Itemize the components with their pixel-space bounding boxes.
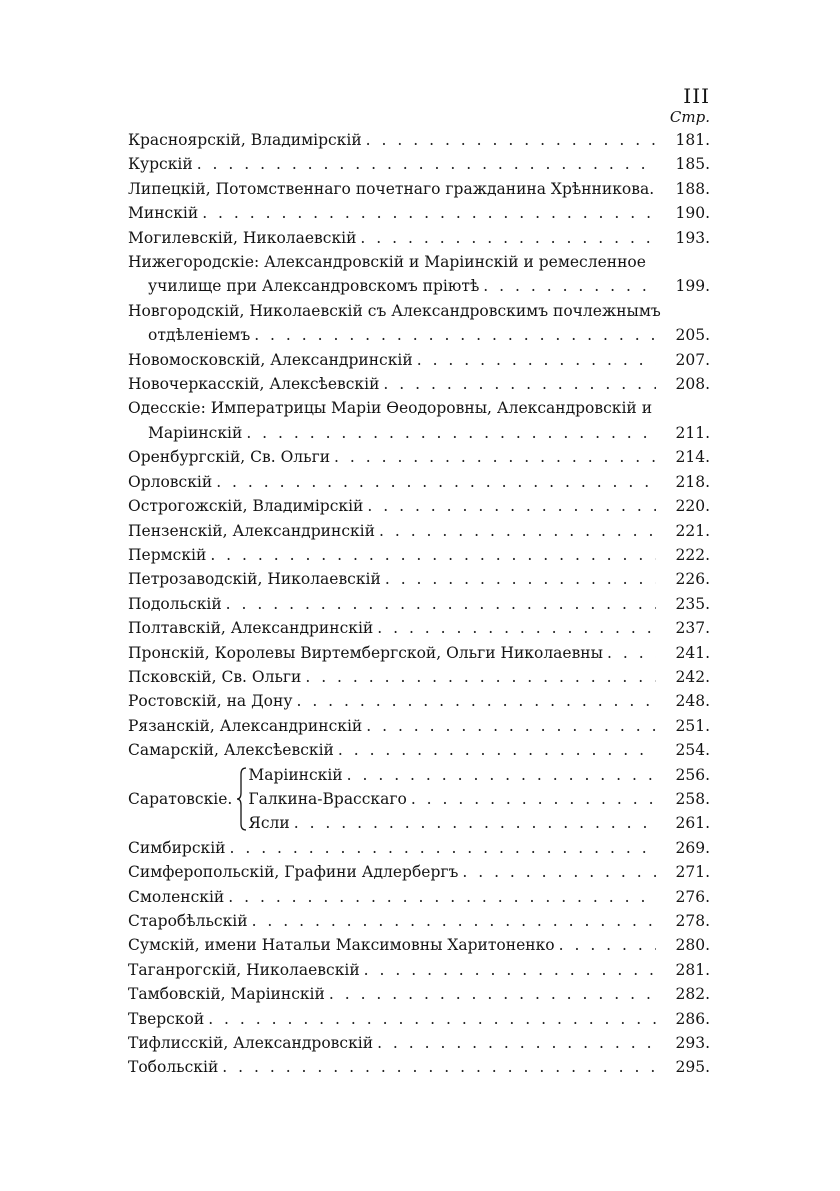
toc-entry-line <box>128 152 710 176</box>
toc-entry <box>128 1055 710 1079</box>
toc-entry-page: 281. <box>675 960 710 979</box>
dot-leader <box>407 787 656 811</box>
toc-entry <box>128 836 710 860</box>
toc-entry <box>128 958 710 982</box>
saratov-item-title: Ясли <box>248 814 290 833</box>
toc-entry <box>128 689 710 713</box>
toc-entry-title: Острогожскій, Владимірскій <box>128 497 364 516</box>
dot-leader <box>212 470 656 494</box>
toc-entry-line <box>128 738 710 762</box>
toc-entry-line <box>128 348 710 372</box>
dot-leader <box>363 494 656 518</box>
toc-entry-page: 293. <box>675 1034 710 1053</box>
toc-entry-title: Подольскій <box>128 594 222 613</box>
toc-entry <box>128 885 710 909</box>
dot-leader <box>193 152 656 176</box>
toc-entry-line <box>128 1031 710 1055</box>
toc-entry-line <box>128 885 710 909</box>
dot-leader <box>218 1055 656 1079</box>
toc-entry-line <box>128 909 710 933</box>
toc-entry-line <box>128 616 710 640</box>
dot-leader <box>206 543 656 567</box>
toc-entry-page: 271. <box>675 863 710 882</box>
toc-entry-line <box>128 665 710 689</box>
toc-entry-line <box>128 982 710 1006</box>
toc-entry-page: 207. <box>675 350 710 369</box>
toc-entry-title: Сумскій, имени Натальи Максимовны Харитоненко <box>128 936 555 955</box>
toc-entry-page: 276. <box>675 887 710 906</box>
toc-entry-page: 193. <box>675 228 710 247</box>
saratov-group-label: Саратовскіе. <box>128 789 233 808</box>
toc-entry-first-line <box>128 396 710 420</box>
toc-entry-title: Красноярскій, Владимірскій <box>128 131 362 149</box>
toc-entry-title: Рязанскій, Александринскій <box>128 716 363 735</box>
toc-entries-after <box>128 836 710 1080</box>
dot-leader <box>603 641 656 665</box>
toc-entry-line <box>128 860 710 884</box>
toc-entry-title: Оренбургскій, Св. Ольги <box>128 448 331 467</box>
toc-entry-page: 208. <box>675 375 710 394</box>
toc-entry <box>128 470 710 494</box>
dot-leader <box>292 689 656 713</box>
dot-leader <box>362 128 656 152</box>
toc-entry-page: 218. <box>675 472 710 491</box>
toc-entry-title: Симферопольскій, Графини Адлербергъ <box>128 863 459 882</box>
toc-entry-page: 286. <box>675 1009 710 1028</box>
toc-entry-line <box>128 567 710 591</box>
toc-entry <box>128 1007 710 1031</box>
dot-leader <box>381 567 656 591</box>
toc-entry-page: 181. <box>675 131 710 149</box>
dot-leader <box>198 201 656 225</box>
dot-leader <box>356 226 656 250</box>
toc-entry-title: Орловскій <box>128 472 213 491</box>
toc-entry-title-continuation: училище при Александровскомъ пріютѣ <box>148 277 480 296</box>
toc-entry-title: Самарскій, Алексѣевскій <box>128 741 334 760</box>
toc-entry-page: 205. <box>675 326 710 345</box>
toc-entry <box>128 592 710 616</box>
toc-entry-title: Курскій <box>128 155 193 174</box>
toc-entry-title: Псковскій, Св. Ольги <box>128 667 302 686</box>
toc-entry <box>128 177 710 201</box>
dot-leader <box>375 519 656 543</box>
dot-leader <box>479 274 656 298</box>
saratov-item <box>248 811 710 835</box>
toc-entry <box>128 567 710 591</box>
toc-entry <box>128 372 710 396</box>
toc-entry-line <box>128 128 710 152</box>
toc-entry-title-continuation: Маріинскій <box>148 423 243 442</box>
saratov-item-title: Маріинскій <box>248 765 343 784</box>
toc-entry-title: Липецкій, Потомственнаго почетнаго гражданина Хрѣнникова. <box>128 179 655 198</box>
toc-entry <box>128 445 710 469</box>
toc-entry <box>128 738 710 762</box>
toc-entry-page: 222. <box>675 545 710 564</box>
toc-entry-title: Тифлисскій, Александровскій <box>128 1034 374 1053</box>
toc-entry-line <box>128 226 710 250</box>
toc-entry-continuation <box>128 421 710 445</box>
toc-entry-line <box>128 714 710 738</box>
toc-entry-page: 280. <box>675 936 710 955</box>
dot-leader <box>343 763 656 787</box>
toc-entry-page: 211. <box>675 423 710 442</box>
toc-entry-continuation <box>128 274 710 298</box>
toc-entry <box>128 909 710 933</box>
toc-entry-page: 269. <box>675 838 710 857</box>
toc-entry-line <box>128 689 710 713</box>
toc-entry-title: Таганрогскій, Николаевскій <box>128 960 360 979</box>
toc-entry-title: Минскій <box>128 204 199 223</box>
toc-entry <box>128 152 710 176</box>
toc-entry-line <box>128 836 710 860</box>
toc-entry-title: Полтавскій, Александринскій <box>128 619 374 638</box>
toc-entry <box>128 860 710 884</box>
dot-leader <box>379 372 656 396</box>
toc-entry-title-continuation: отдѣленіемъ <box>148 326 251 345</box>
toc-entry <box>128 665 710 689</box>
dot-leader <box>555 933 656 957</box>
saratov-item-page: 261. <box>675 814 710 833</box>
toc-entry-line <box>128 519 710 543</box>
saratov-item-title: Галкина-Врасскаго <box>248 789 407 808</box>
toc-entry-line <box>128 641 710 665</box>
toc-entry-title: Ростовскій, на Дону <box>128 692 293 711</box>
toc-entry <box>128 201 710 225</box>
toc-entry-page: 295. <box>675 1058 710 1077</box>
toc-entry-title: Тверской <box>128 1009 205 1028</box>
page-column-header: Стр. <box>669 108 710 126</box>
curly-brace-icon <box>236 766 248 832</box>
toc-entry-title: Старобѣльскій <box>128 912 248 930</box>
toc-entry-title: Тамбовскій, Маріинскій <box>128 985 325 1004</box>
dot-leader <box>290 811 656 835</box>
toc-entry <box>128 519 710 543</box>
toc-entry-page: 214. <box>675 448 710 467</box>
toc-entry-line <box>128 933 710 957</box>
toc-entry <box>128 226 710 250</box>
toc-entry-page: 226. <box>675 570 710 589</box>
toc-entry <box>128 982 710 1006</box>
toc-entry <box>128 933 710 957</box>
saratov-group-items <box>248 763 710 836</box>
toc-entry-page: 241. <box>675 643 710 662</box>
toc-entry-title: Одесскіе: Императрицы Маріи Ѳеодоровны, Александровскій и <box>128 399 653 418</box>
toc-entry <box>128 128 710 152</box>
toc-entry <box>128 250 710 299</box>
saratov-item <box>248 763 710 787</box>
toc-entry-line <box>128 494 710 518</box>
dot-leader <box>226 836 657 860</box>
toc-entry-title: Новомосковскій, Александринскій <box>128 350 413 369</box>
toc-entry <box>128 641 710 665</box>
toc-entry-line <box>128 470 710 494</box>
toc-entry-title: Пермскій <box>128 545 207 564</box>
saratov-item-page: 256. <box>675 765 710 784</box>
dot-leader <box>204 1007 656 1031</box>
toc-entry-line <box>128 1007 710 1031</box>
toc-entry-title: Новочеркасскій, Алексѣевскій <box>128 375 380 394</box>
toc-entry-page: 248. <box>675 692 710 711</box>
toc-entry-line <box>128 201 710 225</box>
toc-entry-page: 199. <box>675 277 710 296</box>
toc-entry-page: 190. <box>675 204 710 223</box>
toc-entry-title: Симбирскій <box>128 838 226 857</box>
dot-leader <box>360 958 656 982</box>
toc-entry-page: 220. <box>675 497 710 516</box>
dot-leader <box>458 860 656 884</box>
toc-entry <box>128 714 710 738</box>
toc-entry <box>128 348 710 372</box>
toc-entry-title: Могилевскій, Николаевскій <box>128 228 357 247</box>
toc-entry-line <box>128 543 710 567</box>
toc-entry-first-line <box>128 250 710 274</box>
toc-entry-page: 188. <box>675 179 710 198</box>
toc-entry-page: 185. <box>675 155 710 174</box>
toc-entry-line <box>128 372 710 396</box>
dot-leader <box>222 592 656 616</box>
toc-entry-title: Тобольскій <box>128 1058 219 1077</box>
toc-entry-page: 237. <box>675 619 710 638</box>
toc-entry <box>128 299 710 348</box>
toc-entry <box>128 616 710 640</box>
toc-entry-page: 282. <box>675 985 710 1004</box>
toc-entry-title: Петрозаводскій, Николаевскій <box>128 570 381 589</box>
dot-leader <box>248 909 656 933</box>
page-number: III <box>683 84 710 108</box>
dot-leader <box>373 1031 656 1055</box>
dot-leader <box>242 421 656 445</box>
toc-entry-title: Пронскій, Королевы Виртембергской, Ольги Николаевны <box>128 643 603 662</box>
toc-entry-line <box>128 1055 710 1079</box>
toc-entry-line <box>128 445 710 469</box>
toc-entry-title: Пензенскій, Александринскій <box>128 521 375 540</box>
dot-leader <box>373 616 656 640</box>
dot-leader <box>362 714 656 738</box>
dot-leader <box>334 738 656 762</box>
toc-entry-title: Нижегородскіе: Александровскій и Маріинскій и ремесленное <box>128 253 646 272</box>
toc-entry-page: 221. <box>675 521 710 540</box>
table-of-contents <box>128 128 710 1080</box>
toc-entry-page: 242. <box>675 667 710 686</box>
toc-entry-page: 251. <box>675 716 710 735</box>
dot-leader <box>413 348 656 372</box>
toc-entry-line <box>128 958 710 982</box>
toc-entry-continuation <box>128 323 710 347</box>
toc-entry-line <box>128 177 710 201</box>
toc-entry-title: Смоленскій <box>128 887 225 906</box>
saratov-group <box>128 763 710 836</box>
dot-leader <box>250 323 656 347</box>
toc-entry-line <box>128 592 710 616</box>
dot-leader <box>325 982 656 1006</box>
toc-entry-page: 278. <box>675 912 710 930</box>
toc-entry <box>128 1031 710 1055</box>
dot-leader <box>301 665 656 689</box>
toc-entry-page: 235. <box>675 594 710 613</box>
saratov-item-page: 258. <box>675 789 710 808</box>
toc-entry <box>128 396 710 445</box>
dot-leader <box>224 885 656 909</box>
toc-entry-first-line <box>128 299 710 323</box>
saratov-item <box>248 787 710 811</box>
toc-entries-before <box>128 128 710 763</box>
toc-entry <box>128 494 710 518</box>
toc-entry-page: 254. <box>675 741 710 760</box>
dot-leader <box>330 445 656 469</box>
toc-entry <box>128 543 710 567</box>
toc-entry-title: Новгородскій, Николаевскій съ Александровскимъ почлежнымъ <box>128 301 661 320</box>
